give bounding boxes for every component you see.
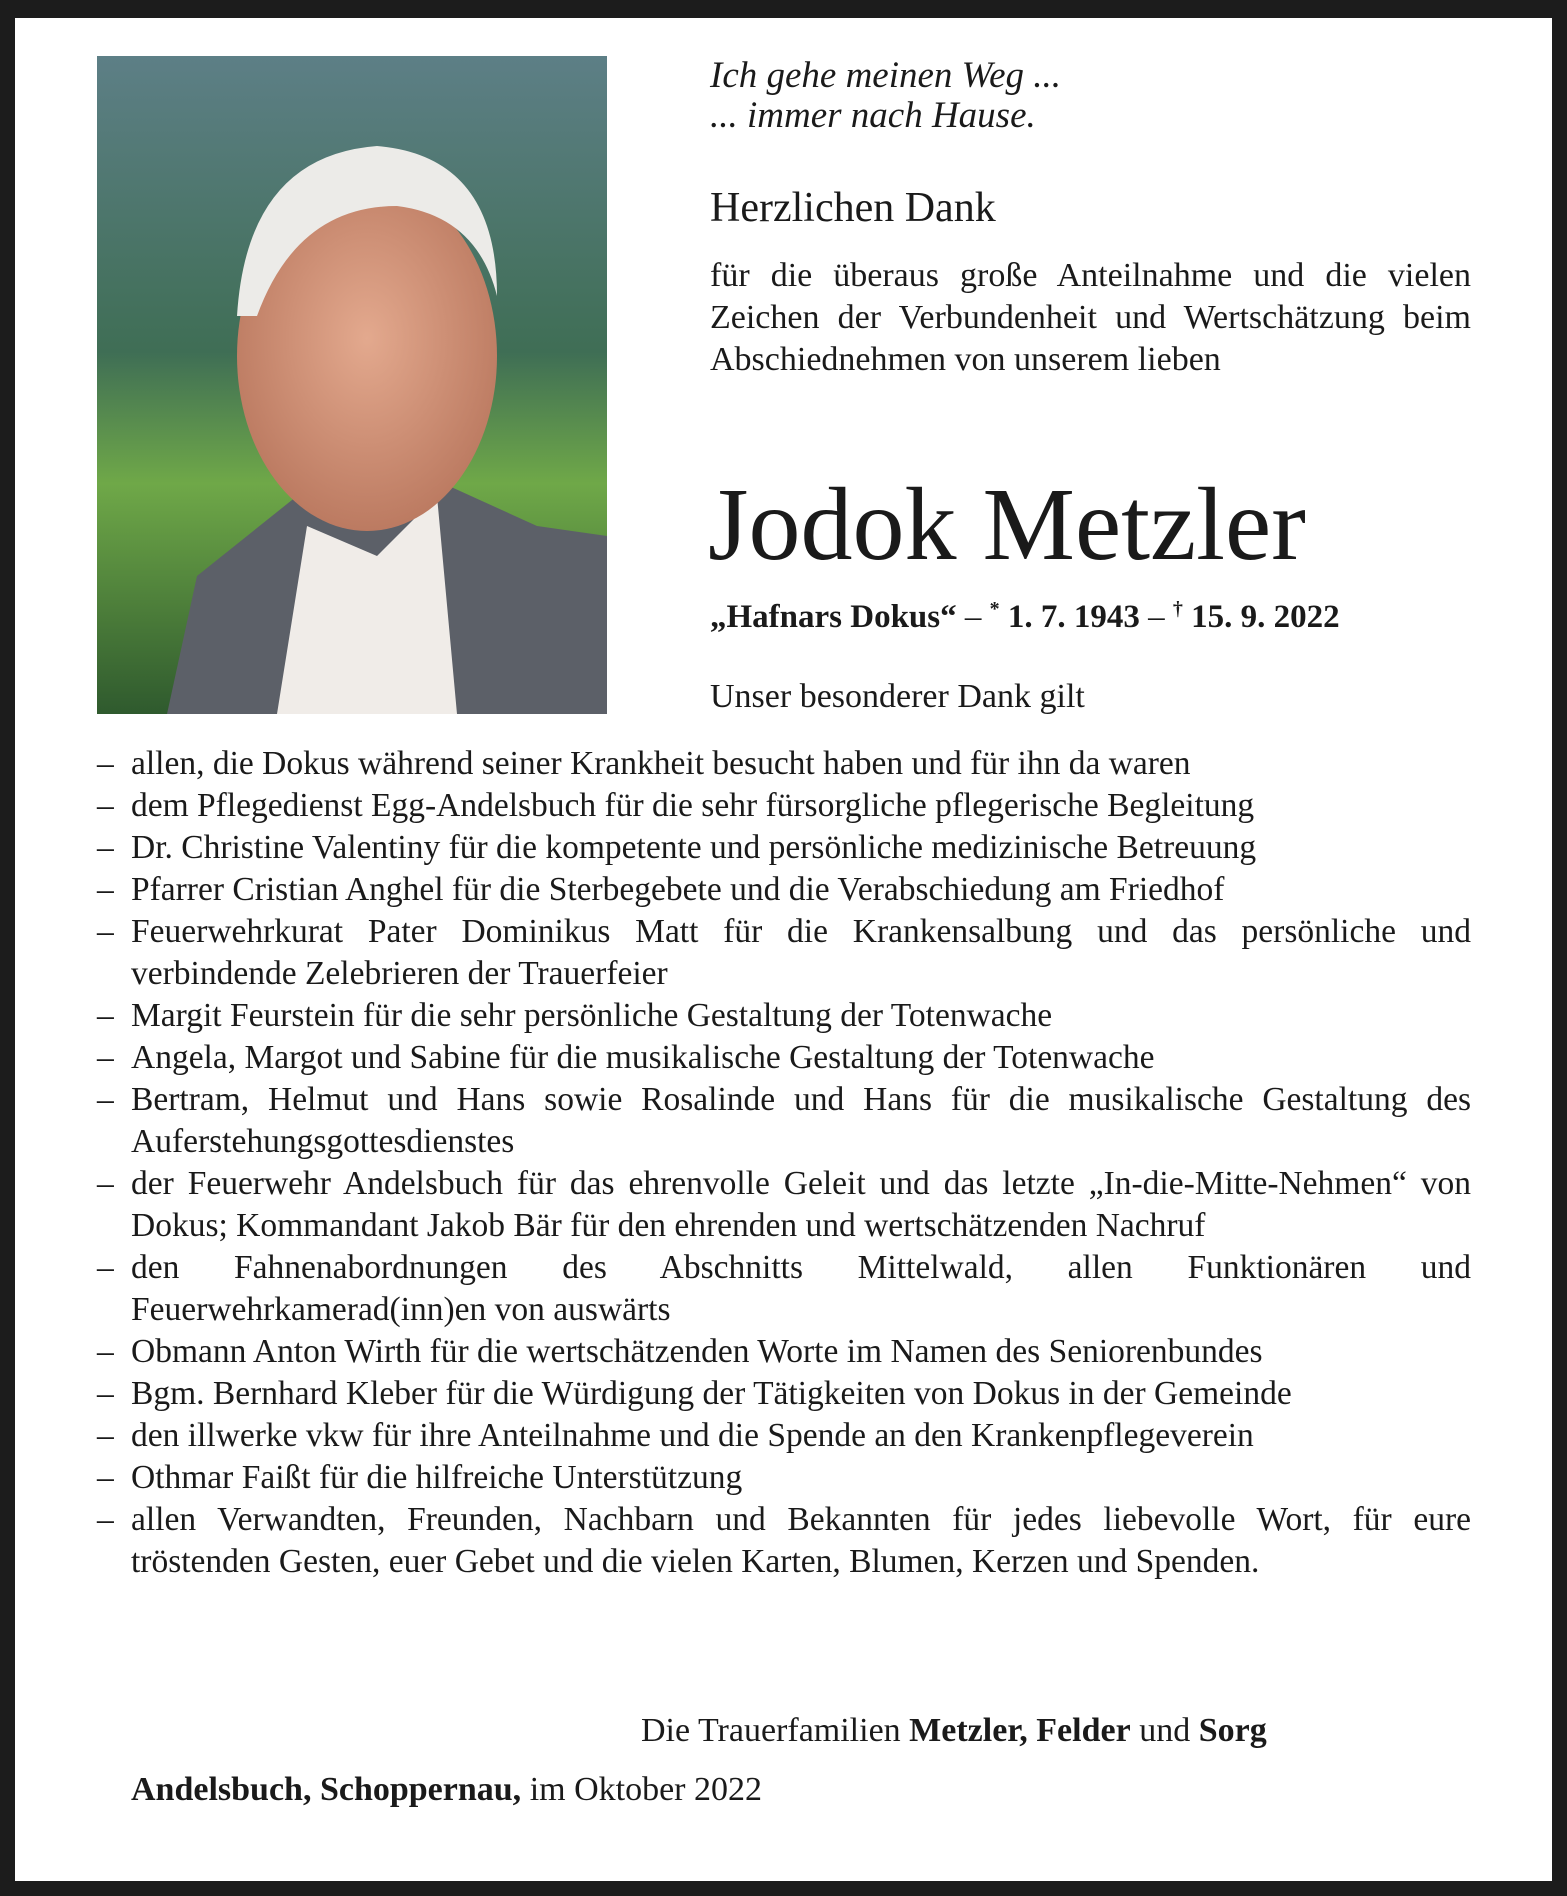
birth-date: 1. 7. 1943: [999, 599, 1140, 635]
thanks-item: [97, 1499, 1471, 1583]
signature-prefix: Die Trauerfamilien: [641, 1712, 910, 1749]
thanks-item-text: Bgm. Bernhard Kleber für die Würdigung der Tätigkeiten von Dokus in der Gemeinde: [131, 1375, 1292, 1412]
dash-bullet: –: [97, 1333, 114, 1370]
separator: –: [1139, 599, 1173, 635]
thanks-intro: Unser besonderer Dank gilt: [710, 678, 1085, 715]
thanks-item-text: Feuerwehrkurat Pater Dominikus Matt für die Krankensalbung und das persönliche und verbindende Zelebrieren der Trauerfeier: [131, 913, 1471, 992]
thanks-item: [97, 1373, 1471, 1415]
dash-bullet: –: [97, 1459, 114, 1496]
dash-bullet: –: [97, 997, 114, 1034]
separator: –: [956, 599, 990, 635]
thanks-item-text: Angela, Margot und Sabine für die musikalische Gestaltung der Totenwache: [131, 1039, 1155, 1076]
thanks-item-text: Obmann Anton Wirth für die wertschätzenden Worte im Namen des Seniorenbundes: [131, 1333, 1263, 1370]
deceased-name: Jodok Metzler: [708, 467, 1306, 582]
thanks-item: [97, 1331, 1471, 1373]
signature-and: und: [1130, 1712, 1199, 1749]
thanks-item-text: den illwerke vkw für ihre Anteilnahme und die Spende an den Krankenpflegeverein: [131, 1417, 1254, 1454]
thanks-item: [97, 1457, 1471, 1499]
thanks-item-text: Bertram, Helmut und Hans sowie Rosalinde und Hans für die musikalische Gestaltung des Auferstehungsgottesdienstes: [131, 1081, 1471, 1160]
motto-line-2: ... immer nach Hause.: [710, 95, 1036, 136]
thanks-item-text: allen, die Dokus während seiner Krankheit besucht haben und für ihn da waren: [131, 745, 1191, 782]
dash-bullet: –: [97, 1249, 114, 1286]
thanks-item: [97, 995, 1471, 1037]
death-date: 15. 9. 2022: [1182, 599, 1340, 635]
nickname: „Hafnars Dokus“: [710, 599, 957, 635]
family-sorg: Sorg: [1198, 1712, 1267, 1749]
dash-bullet: –: [97, 1417, 114, 1454]
family-metzler: Metzler,: [909, 1712, 1028, 1749]
thanks-item: [97, 911, 1471, 995]
thanks-item-text: allen Verwandten, Freunden, Nachbarn und Bekannten für jedes liebevolle Wort, für eure tröstenden Gesten, euer Gebet und die vielen Karten, Blumen, Kerzen und Spenden.: [131, 1501, 1471, 1580]
thanks-item-text: Othmar Faißt für die hilfreiche Unterstützung: [131, 1459, 743, 1496]
place-date: [131, 1771, 762, 1809]
dash-bullet: –: [97, 1501, 114, 1538]
dash-bullet: –: [97, 787, 114, 824]
thanks-item-text: den Fahnenabordnungen des Abschnitts Mittelwald, allen Funktionären und Feuerwehrkamerad(inn)en von auswärts: [131, 1249, 1471, 1328]
dash-bullet: –: [97, 1081, 114, 1118]
intro-paragraph: für die überaus große Anteilnahme und die vielen Zeichen der Verbundenheit und Wertschätzung beim Abschiednehmen von unserem lieben: [710, 257, 1471, 378]
portrait-photo: [97, 56, 607, 714]
dash-bullet: –: [97, 1039, 114, 1076]
thanks-item: [97, 1415, 1471, 1457]
death-symbol: †: [1172, 598, 1183, 620]
thanks-list: [97, 743, 1471, 1583]
family-felder: Felder: [1027, 1712, 1131, 1749]
thanks-item-text: der Feuerwehr Andelsbuch für das ehrenvolle Geleit und das letzte „In-die-Mitte-Nehmen“ von Dokus; Kommandant Jakob Bär für den ehrenden und wertschätzenden Nachruf: [131, 1165, 1471, 1244]
thanks-item: [97, 743, 1471, 785]
heading-thanks: Herzlichen Dank: [710, 185, 996, 231]
dash-bullet: –: [97, 913, 114, 950]
thanks-item: [97, 1247, 1471, 1331]
thanks-item-text: dem Pflegedienst Egg-Andelsbuch für die sehr fürsorgliche pflegerische Begleitung: [131, 787, 1255, 824]
thanks-item: [97, 1163, 1471, 1247]
thanks-item-text: Pfarrer Cristian Anghel für die Sterbegebete und die Verabschiedung am Friedhof: [131, 871, 1225, 908]
thanks-item-text: Dr. Christine Valentiny für die kompetente und persönliche medizinische Betreuung: [131, 829, 1257, 866]
thanks-item-text: Margit Feurstein für die sehr persönliche Gestaltung der Totenwache: [131, 997, 1053, 1034]
thanks-item: [97, 1037, 1471, 1079]
thanks-item: [97, 785, 1471, 827]
dash-bullet: –: [97, 829, 114, 866]
birth-symbol: *: [989, 598, 1000, 620]
dash-bullet: –: [97, 871, 114, 908]
life-dates: [710, 598, 1340, 636]
thanks-item: [97, 1079, 1471, 1163]
motto-line-1: Ich gehe meinen Weg ...: [710, 55, 1062, 96]
dash-bullet: –: [97, 1165, 114, 1202]
thanks-item: [97, 869, 1471, 911]
date: im Oktober 2022: [521, 1771, 762, 1808]
thanks-item: [97, 827, 1471, 869]
towns: Andelsbuch, Schoppernau,: [131, 1771, 522, 1808]
dash-bullet: –: [97, 745, 114, 782]
signature: [641, 1712, 1267, 1750]
dash-bullet: –: [97, 1375, 114, 1412]
